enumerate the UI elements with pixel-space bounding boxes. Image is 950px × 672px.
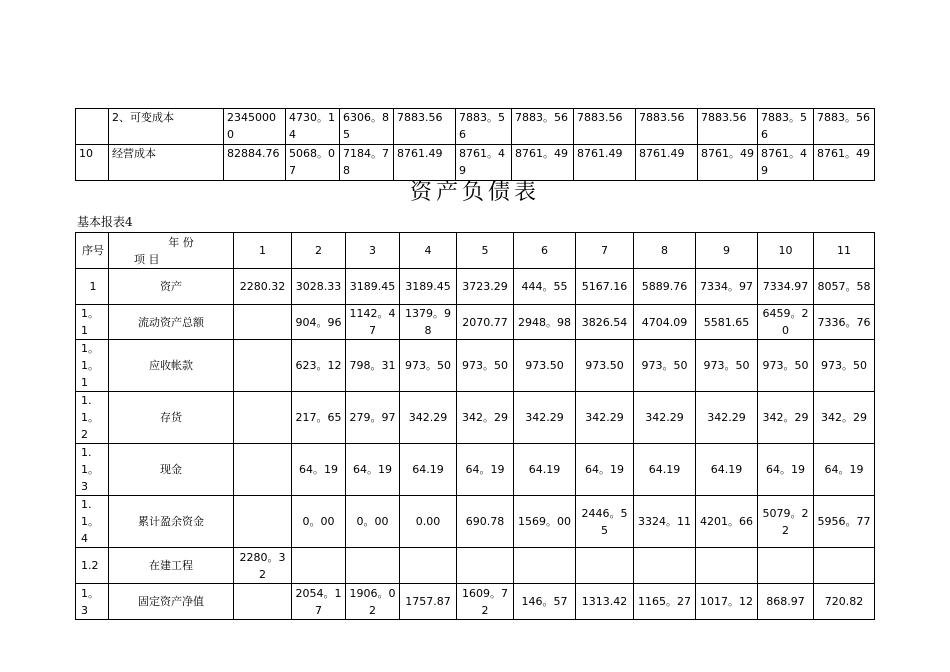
table-cell: 5079。22 — [758, 496, 814, 548]
table-cell: 973。50 — [400, 340, 457, 392]
table-cell: 690.78 — [457, 496, 514, 548]
row-seq: 1。1 — [76, 305, 109, 340]
table-cell: 7883。56 — [814, 109, 875, 145]
table-cell: 23450000 — [224, 109, 286, 145]
table-cell: 342.29 — [400, 392, 457, 444]
table-cell: 1017。12 — [696, 584, 758, 620]
table-cell — [634, 548, 696, 584]
table-cell: 0.00 — [400, 496, 457, 548]
table-cell: 3324。11 — [634, 496, 696, 548]
table-cell: 4201。66 — [696, 496, 758, 548]
table-cell — [234, 305, 292, 340]
row-seq — [76, 109, 109, 145]
table-cell: 146。57 — [514, 584, 576, 620]
table-row — [76, 340, 875, 392]
table-cell: 5889.76 — [634, 269, 696, 305]
row-item: 2、可变成本 — [109, 109, 224, 145]
table-cell: 3189.45 — [346, 269, 400, 305]
table-cell: 217。65 — [292, 392, 346, 444]
table-cell: 64。19 — [814, 444, 875, 496]
cost-table-continuation — [75, 108, 875, 181]
header-item-label: 项 目 — [134, 252, 160, 266]
table-cell: 1165。27 — [634, 584, 696, 620]
table-cell — [758, 548, 814, 584]
table-cell — [234, 392, 292, 444]
cost-table-body — [76, 109, 875, 181]
table-cell: 342.29 — [514, 392, 576, 444]
table-cell: 7883.56 — [574, 109, 636, 145]
row-seq: 1.2 — [76, 548, 109, 584]
table-cell: 973。50 — [634, 340, 696, 392]
table-cell: 7883.56 — [636, 109, 698, 145]
table-cell: 64。19 — [758, 444, 814, 496]
table-cell: 973。50 — [758, 340, 814, 392]
table-cell: 7883。56 — [512, 109, 574, 145]
table-cell: 64。19 — [346, 444, 400, 496]
table-cell: 8761。49 — [456, 145, 512, 181]
table-cell: 3028.33 — [292, 269, 346, 305]
table-cell: 342.29 — [634, 392, 696, 444]
table-cell: 868.97 — [758, 584, 814, 620]
table-cell: 7334。97 — [696, 269, 758, 305]
table-cell: 8761.49 — [574, 145, 636, 181]
table-cell: 8761.49 — [636, 145, 698, 181]
table-cell — [292, 548, 346, 584]
table-cell: 342。29 — [758, 392, 814, 444]
table-cell: 5581.65 — [696, 305, 758, 340]
table-cell: 7883.56 — [394, 109, 456, 145]
table-cell: 973.50 — [576, 340, 634, 392]
row-item: 现金 — [109, 444, 234, 496]
header-year-11: 11 — [814, 233, 875, 269]
table-cell: 6306。85 — [340, 109, 394, 145]
table-cell: 82884.76 — [224, 145, 286, 181]
table-cell: 64.19 — [634, 444, 696, 496]
table-cell: 7336。76 — [814, 305, 875, 340]
table-cell: 7883。56 — [456, 109, 512, 145]
table-cell: 1609。72 — [457, 584, 514, 620]
row-seq: 1。3 — [76, 584, 109, 620]
table-cell: 973。50 — [696, 340, 758, 392]
row-item: 固定资产净值 — [109, 584, 234, 620]
balance-sheet-table — [75, 232, 875, 620]
header-year-6: 6 — [514, 233, 576, 269]
table-cell: 973。50 — [457, 340, 514, 392]
table-cell: 8761。49 — [698, 145, 758, 181]
row-item: 经营成本 — [109, 145, 224, 181]
table-cell: 8761。49 — [512, 145, 574, 181]
table-cell: 64.19 — [696, 444, 758, 496]
table-cell: 7334.97 — [758, 269, 814, 305]
header-year-item — [109, 233, 234, 269]
table-cell: 7883。56 — [758, 109, 814, 145]
table-header-row — [76, 233, 875, 269]
table-cell: 1379。98 — [400, 305, 457, 340]
table-cell: 6459。20 — [758, 305, 814, 340]
row-item: 流动资产总额 — [109, 305, 234, 340]
page-title: 资产负债表 — [409, 180, 540, 205]
row-item: 资产 — [109, 269, 234, 305]
row-seq: 10 — [76, 145, 109, 181]
header-year-3: 3 — [346, 233, 400, 269]
row-item: 在建工程 — [109, 548, 234, 584]
table-cell — [234, 496, 292, 548]
table-row — [76, 305, 875, 340]
table-cell: 8057。58 — [814, 269, 875, 305]
report-label: 基本报表4 — [77, 215, 133, 229]
table-cell: 342。29 — [457, 392, 514, 444]
balance-sheet-body — [76, 269, 875, 620]
table-cell: 2948。98 — [514, 305, 576, 340]
table-cell: 1906。02 — [346, 584, 400, 620]
table-cell: 279。97 — [346, 392, 400, 444]
row-item: 累计盈余资金 — [109, 496, 234, 548]
table-cell: 623。12 — [292, 340, 346, 392]
row-item: 存货 — [109, 392, 234, 444]
header-year-10: 10 — [758, 233, 814, 269]
table-cell — [457, 548, 514, 584]
table-cell: 444。55 — [514, 269, 576, 305]
table-cell: 7184。78 — [340, 145, 394, 181]
table-cell: 3189.45 — [400, 269, 457, 305]
table-cell — [234, 584, 292, 620]
table-cell: 8761.49 — [394, 145, 456, 181]
table-cell: 5068。07 — [286, 145, 340, 181]
table-cell: 8761。49 — [814, 145, 875, 181]
table-cell — [814, 548, 875, 584]
header-year-7: 7 — [576, 233, 634, 269]
table-row — [76, 444, 875, 496]
table-cell: 64.19 — [400, 444, 457, 496]
table-cell — [234, 340, 292, 392]
table-row — [76, 109, 875, 145]
table-cell: 0。00 — [346, 496, 400, 548]
header-year-5: 5 — [457, 233, 514, 269]
table-row — [76, 269, 875, 305]
header-year-8: 8 — [634, 233, 696, 269]
table-cell — [696, 548, 758, 584]
table-cell: 64。19 — [457, 444, 514, 496]
table-cell: 973。50 — [814, 340, 875, 392]
row-seq: 1.1。2 — [76, 392, 109, 444]
table-cell: 342。29 — [814, 392, 875, 444]
table-cell — [514, 548, 576, 584]
table-cell — [234, 444, 292, 496]
row-item: 应收帐款 — [109, 340, 234, 392]
table-cell: 1313.42 — [576, 584, 634, 620]
table-row — [76, 584, 875, 620]
table-cell: 3826.54 — [576, 305, 634, 340]
table-cell: 3723.29 — [457, 269, 514, 305]
header-year-9: 9 — [696, 233, 758, 269]
table-cell: 2054。17 — [292, 584, 346, 620]
header-year-label: 年 份 — [168, 235, 194, 249]
table-cell — [576, 548, 634, 584]
table-cell: 8761。49 — [758, 145, 814, 181]
header-year-4: 4 — [400, 233, 457, 269]
table-row — [76, 392, 875, 444]
table-cell: 64。19 — [576, 444, 634, 496]
table-cell: 342.29 — [576, 392, 634, 444]
header-year-2: 2 — [292, 233, 346, 269]
table-cell: 2280.32 — [234, 269, 292, 305]
table-cell: 2446。55 — [576, 496, 634, 548]
table-row — [76, 145, 875, 181]
table-cell: 4730。14 — [286, 109, 340, 145]
table-row — [76, 548, 875, 584]
table-cell: 64.19 — [514, 444, 576, 496]
table-cell: 904。96 — [292, 305, 346, 340]
table-cell: 1142。47 — [346, 305, 400, 340]
row-seq: 1.1。4 — [76, 496, 109, 548]
row-seq: 1 — [76, 269, 109, 305]
table-cell: 720.82 — [814, 584, 875, 620]
table-cell: 2280。32 — [234, 548, 292, 584]
table-cell: 798。31 — [346, 340, 400, 392]
row-seq: 1.1。3 — [76, 444, 109, 496]
table-cell: 2070.77 — [457, 305, 514, 340]
table-row — [76, 496, 875, 548]
row-seq: 1。1。1 — [76, 340, 109, 392]
table-cell — [400, 548, 457, 584]
table-cell: 4704.09 — [634, 305, 696, 340]
table-cell: 0。00 — [292, 496, 346, 548]
table-cell: 1569。00 — [514, 496, 576, 548]
table-cell: 1757.87 — [400, 584, 457, 620]
header-year-1: 1 — [234, 233, 292, 269]
table-cell: 973.50 — [514, 340, 576, 392]
table-cell: 7883.56 — [698, 109, 758, 145]
header-seq: 序号 — [76, 233, 109, 269]
table-cell: 64。19 — [292, 444, 346, 496]
table-cell: 5956。77 — [814, 496, 875, 548]
table-cell — [346, 548, 400, 584]
table-cell: 5167.16 — [576, 269, 634, 305]
table-cell: 342.29 — [696, 392, 758, 444]
